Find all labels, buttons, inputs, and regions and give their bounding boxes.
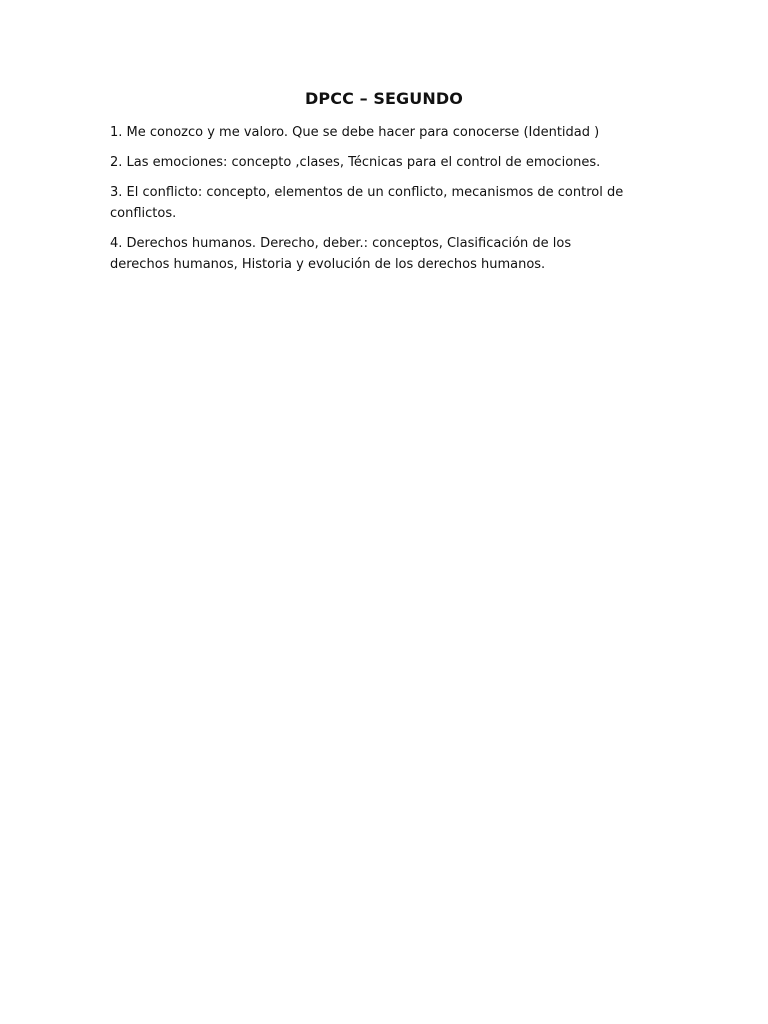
topic-item-1: 1. Me conozco y me valoro. Que se debe hacer para conocerse (Identidad ) [110,125,600,140]
topic-item-3: 3. El conflicto: concepto, elementos de un conflicto, mecanismos de control de conflictos. [110,185,624,221]
topic-item-4: 4. Derechos humanos. Derecho, deber.: conceptos, Clasificación de los derechos humanos, Historia y evolución de los derechos humanos. [110,236,572,272]
document-title: DPCC – SEGUNDO [305,89,463,108]
topic-list [110,122,630,284]
topic-item-2: 2. Las emociones: concepto ,clases, Técnicas para el control de emociones. [110,155,601,170]
